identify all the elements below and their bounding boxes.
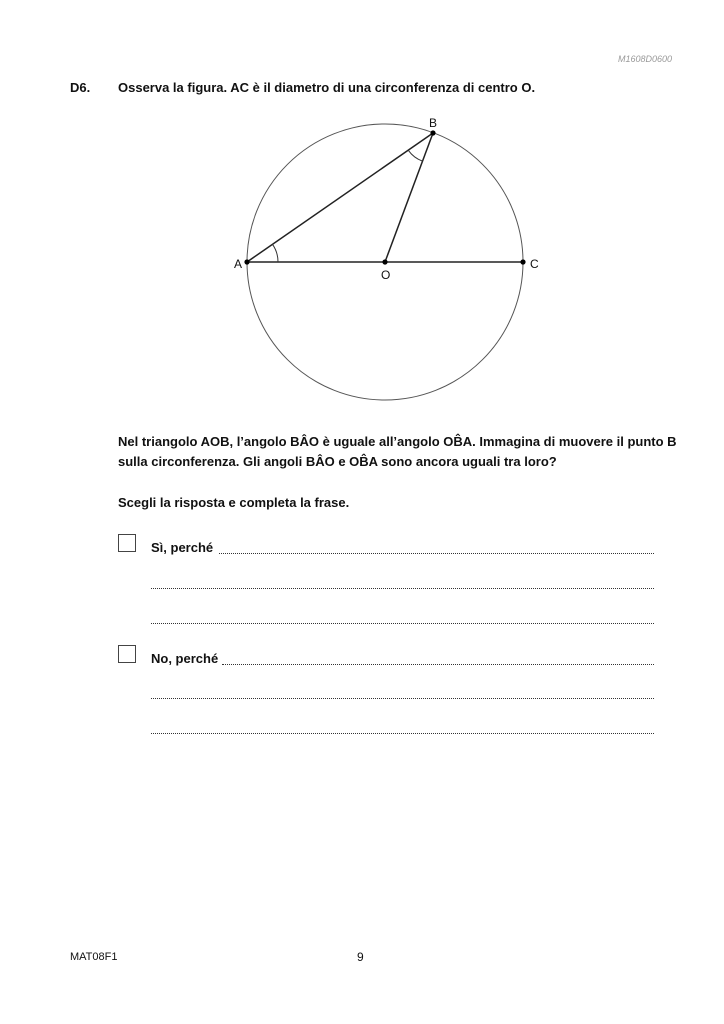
point-o: [382, 259, 387, 264]
answer-line-si-1[interactable]: [219, 553, 654, 554]
question-paragraph: Nel triangolo AOB, l’angolo BÂO è uguale all’angolo OB̂A. Immagina di muovere il punto B sulla circonferenza. Gli angoli BÂO e OB̂A sono ancora uguali tra loro?: [118, 434, 677, 469]
point-c: [520, 259, 525, 264]
point-a: [244, 259, 249, 264]
page-number: 9: [357, 950, 364, 964]
circle-figure: [0, 0, 724, 420]
answer-line-si-3[interactable]: [151, 623, 654, 624]
angle-arc-b: [408, 150, 422, 161]
label-o: O: [381, 268, 391, 282]
label-a: A: [234, 257, 243, 271]
instruction: Scegli la risposta e completa la frase.: [118, 495, 350, 510]
option-si-label: Sì, perché: [151, 540, 214, 555]
question-number: D6.: [70, 80, 91, 95]
answer-line-no-2[interactable]: [151, 698, 654, 699]
label-c: C: [530, 257, 539, 271]
segment-ob: [385, 133, 433, 262]
checkbox-no[interactable]: [118, 645, 136, 663]
segment-ab: [247, 133, 433, 262]
answer-line-no-1[interactable]: [222, 664, 654, 665]
checkbox-si[interactable]: [118, 534, 136, 552]
answer-line-si-2[interactable]: [151, 588, 654, 589]
question-title: Osserva la figura. AC è il diametro di una circonferenza di centro O.: [118, 80, 536, 95]
option-no-label: No, perché: [151, 651, 219, 666]
angle-arc-a: [273, 244, 279, 262]
label-b: B: [429, 116, 438, 130]
answer-line-no-3[interactable]: [151, 733, 654, 734]
item-code: M1608D0600: [617, 54, 672, 64]
point-b: [430, 130, 435, 135]
booklet-code: MAT08F1: [70, 951, 118, 963]
